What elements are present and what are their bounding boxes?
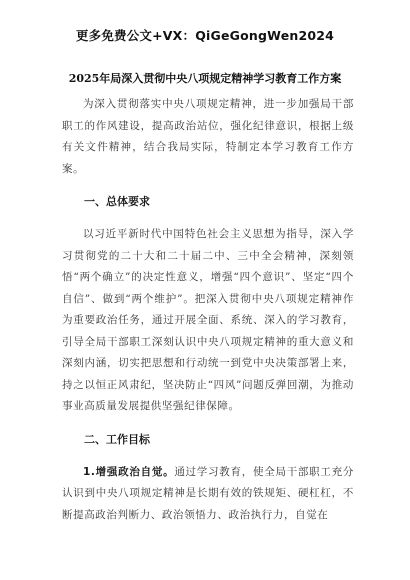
work-goal-item-1-lead: 1.增强政治自觉。 bbox=[83, 465, 175, 478]
section-heading-work-goals: 二、工作目标 bbox=[84, 432, 150, 446]
document-body bbox=[62, 94, 354, 526]
section-heading-general-requirements: 一、总体要求 bbox=[84, 195, 150, 208]
watermark-header: 更多免费公文+VX：QiGeGongWen2024 bbox=[75, 28, 335, 43]
intro-paragraph: 为深入贯彻落实中央八项规定精神，进一步加强局干部职工的作风建设，提高政治站位，强化纪律意识，根据上级有关文件精神，结合我局实际，特制定本学习教育工作方案。 bbox=[62, 98, 354, 175]
work-goal-item-1 bbox=[62, 462, 354, 527]
general-requirements-paragraph: 以习近平新时代中国特色社会主义思想为指导，深入学习贯彻党的二十大和二十届二中、三中全会精神，深刻领悟“两个确立”的决定性意义，增强“四个意识”、坚定“四个自信”、做到“两个维护”。把深入贯彻中央八项规定精神作为重要政治任务，通过开展全面、系统、深入的学习教育，引导全局干部职工深刻认识中央八项规定精神的重大意义和深刻内涵，切实把思想和行动统一到党中央决策部署上来，持之以恒正风肃纪，坚决防止“四风”问题反弹回潮，为推动事业高质量发展提供坚强纪律保障。 bbox=[62, 228, 354, 412]
document-title: 2025年局深入贯彻中央八项规定精神学习教育工作方案 bbox=[68, 72, 342, 85]
work-goal-item-1-body: 通过学习教育，使全局干部职工充分认识到中央八项规定精神是长期有效的铁规矩、硬杠杠，不断提高政治判断力、政治领悟力、政治执行力，自觉在 bbox=[62, 465, 354, 521]
